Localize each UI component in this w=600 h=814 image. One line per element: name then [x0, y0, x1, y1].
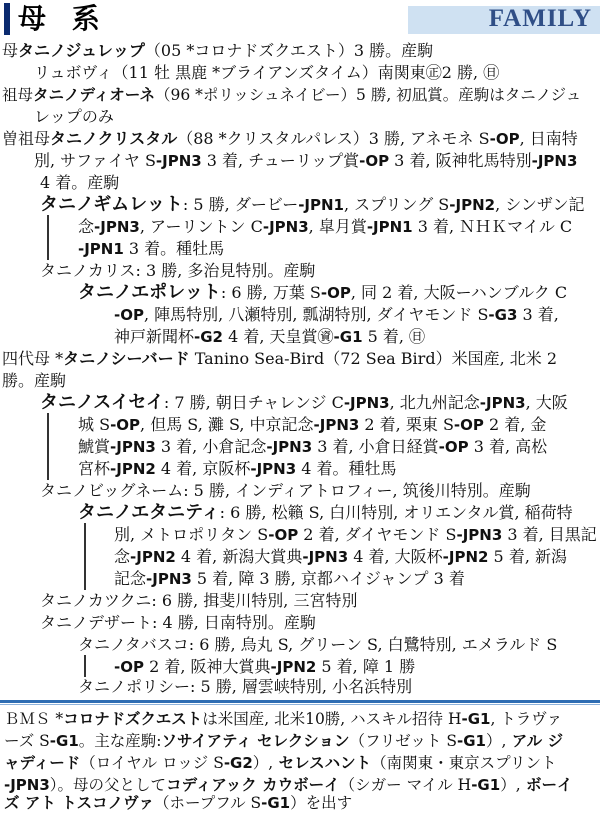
section-title: 母 系: [18, 2, 108, 35]
line-horse: [40, 480, 531, 502]
line-horse: [78, 634, 557, 656]
grade: -JPN3: [266, 438, 313, 456]
grade: -JPN2: [442, 548, 489, 566]
horse-name: タニノスイセイ: [40, 392, 164, 413]
text: , 北九州記念: [389, 393, 480, 412]
line-cont: [78, 458, 397, 480]
grade: -OP: [489, 130, 520, 148]
text: : 5 勝, ダービー: [182, 195, 299, 214]
text: 2 着, 栗東 S: [359, 415, 454, 434]
grade: -G1: [261, 794, 291, 812]
label-granddam: 祖母: [2, 86, 34, 104]
line-cont: [78, 216, 572, 238]
grade: -JPN3: [313, 416, 360, 434]
text: ）。母の父として: [49, 776, 167, 794]
horse-name: タニノシーバード: [63, 349, 190, 368]
line-horse: [40, 260, 315, 282]
text: , シンザン記: [495, 195, 585, 214]
family-label: FAMILY: [488, 5, 592, 32]
text: 3 着, 阪神牝馬特別: [389, 151, 532, 170]
line-cont: [40, 172, 119, 194]
line-fourth-dam: [2, 348, 557, 370]
text: 3 着, 小倉日経賞: [312, 437, 439, 456]
grade: -G3: [488, 306, 518, 324]
horse-name: アル ジ: [506, 732, 564, 750]
text: は米国産, 北米10勝, ハスキル招待 H: [202, 710, 462, 728]
grade: -JPN3: [250, 460, 297, 478]
text: 3 着, チューリップ賞: [201, 151, 360, 170]
label: 四代母 *: [2, 349, 64, 368]
tree-connector: [84, 523, 86, 590]
grade: -G2: [194, 328, 223, 346]
grade: -OP: [453, 416, 484, 434]
line-cont: [78, 414, 546, 436]
section-divider: [0, 700, 600, 703]
text: タニノデザート: 4 勝, 日南特別。産駒: [40, 613, 316, 632]
horse-name: タニノエポレット: [78, 282, 221, 303]
horse-name: タニノディオーネ: [33, 86, 156, 104]
text: （ホープフル S: [153, 794, 262, 812]
text: 3 着, 高松: [468, 437, 548, 456]
text: 5 着, 障 1 勝: [316, 657, 416, 676]
text: 2 着, 金: [483, 415, 547, 434]
bms-line: [4, 792, 352, 814]
text: リュボヴィ（11 牡 黒鹿 *ブライアンズタイム）南関東㊣2 勝, ㊐: [34, 63, 500, 82]
text: : 6 勝, 松籟 S, 白川特別, オリエンタル賞, 稲荷特: [219, 503, 573, 522]
grade: -OP: [268, 526, 299, 544]
text: （シガー マイル H: [339, 776, 472, 794]
line-dam: [2, 40, 433, 62]
horse-name: ボーイ: [520, 776, 573, 794]
line-horse: [78, 676, 412, 698]
text: 宮杯: [78, 459, 111, 478]
text: 3 着,: [517, 305, 559, 324]
tree-connector: [47, 215, 49, 260]
line-cont: [114, 546, 567, 568]
line-cont: [114, 326, 425, 348]
text: ）,: [485, 732, 507, 750]
text: 4 着。産駒: [40, 173, 120, 192]
text: 4 着, 京阪杯: [155, 459, 251, 478]
text: （88 *クリスタルパレス）3 勝, アネモネ S: [177, 129, 490, 148]
grade: -OP: [320, 284, 351, 302]
text: タニノカリス: 3 勝, 多治見特別。産駒: [40, 261, 316, 280]
label: 曽祖母: [2, 129, 51, 148]
grade: -G1: [461, 710, 491, 728]
grade: -JPN2: [449, 196, 496, 214]
text: ＢＭＳ *: [4, 710, 64, 728]
grade: -JPN3: [262, 218, 309, 236]
text: 2 着, 阪神大賞典: [143, 657, 271, 676]
tree-connector: [84, 655, 86, 677]
grade: -JPN2: [270, 658, 317, 676]
grade: -JPN3: [343, 394, 390, 412]
line-cont: [114, 524, 597, 546]
horse-name: タニノクリスタル: [50, 129, 178, 148]
horse-name: ャディード: [4, 754, 81, 772]
text: ）,: [500, 776, 521, 794]
horse-name: タニノギムレット: [40, 194, 183, 215]
text: タニノビッグネーム: 5 勝, インディアトロフィー, 筑後川特別。産駒: [40, 481, 531, 500]
grade: -JPN3: [479, 394, 526, 412]
text: : 7 勝, 朝日チャレンジ C: [163, 393, 344, 412]
line-horse: [40, 612, 316, 634]
line-cont: [78, 238, 224, 260]
grade: -JPN3: [456, 526, 503, 544]
line-cont: [34, 150, 577, 172]
line-horse: [40, 194, 585, 216]
line-cont: [114, 304, 559, 326]
text: Tanino Sea-Bird（72 Sea Bird）米国産, 北米 2: [189, 349, 558, 368]
grade: -JPN3: [531, 152, 578, 170]
label-dam: 母: [2, 41, 19, 60]
line-cont: [2, 370, 66, 392]
horse-name: ズ アト トスコノヴァ: [4, 794, 154, 812]
line-cont: [114, 656, 415, 678]
text: , アーリントン C: [139, 217, 263, 236]
grade: -OP: [114, 658, 144, 676]
text: 5 着, ㊐: [362, 327, 426, 346]
text: タニノポリシー: 5 勝, 層雲峡特別, 小名浜特別: [78, 677, 413, 696]
text: , 陣馬特別, 八瀬特別, 瓢湖特別, ダイヤモンド S: [143, 305, 489, 324]
line-horse: [40, 590, 357, 612]
grade: -JPN1: [298, 196, 344, 214]
line-cont: [34, 106, 114, 128]
bms-line: [4, 730, 563, 752]
horse-name: ソサイアティ セレクション: [161, 732, 350, 750]
grade: -JPN1: [78, 240, 124, 258]
text: 鯱賞: [78, 437, 111, 456]
grade: -G1: [333, 328, 363, 346]
text: ）,: [252, 754, 274, 772]
text: 2 着, ダイヤモンド S: [298, 525, 457, 544]
grade: -JPN1: [366, 218, 413, 236]
text: 別, サファイヤ S: [34, 151, 156, 170]
text: , 大阪: [525, 393, 568, 412]
line-horse: [78, 502, 573, 524]
grade: -G1: [456, 732, 486, 750]
text: 4 着, 大阪杯: [348, 547, 443, 566]
grade: -OP: [438, 438, 469, 456]
text: , 日南特: [519, 129, 578, 148]
text: タニノタバスコ: 6 勝, 烏丸 S, グリーン S, 白鷺特別, エメラルド S: [78, 635, 558, 654]
text: （96 *ポリッシュネイビー）5 勝, 初凪賞。産駒はタニノジュ: [155, 86, 582, 104]
text: 別, メトロポリタン S: [114, 525, 269, 544]
text: 3 着。種牡馬: [123, 239, 225, 258]
text: 4 着。種牡馬: [296, 459, 397, 478]
horse-name: コディアック カウボーイ: [166, 776, 340, 794]
text: タニノカツクニ: 6 勝, 揖斐川特別, 三宮特別: [40, 591, 358, 610]
tree-connector: [47, 413, 49, 480]
grade: -OP: [359, 152, 390, 170]
text: 4 着, 新潟大賞典: [175, 547, 303, 566]
grade: -JPN3: [146, 570, 192, 588]
header-accent-bar: [4, 3, 10, 35]
text: 4 着, 天皇賞㊮: [223, 327, 334, 346]
grade: -G1: [471, 776, 501, 794]
line-great-granddam: [2, 128, 578, 150]
text: 勝。産駒: [2, 371, 67, 390]
grade: -G2: [223, 754, 253, 772]
line-horse: [78, 282, 567, 304]
text: : 6 勝, 万葉 S: [220, 283, 321, 302]
text: レップのみ: [34, 107, 114, 126]
text: 城 S: [78, 415, 111, 434]
text: 3 着, ＮＨＫマイル C: [412, 217, 573, 236]
text: （ロイヤル ロッジ S: [80, 754, 224, 772]
text: 3 着, 目黒記: [502, 525, 597, 544]
section-divider-thin: [0, 704, 600, 705]
grade: -JPN3: [302, 548, 349, 566]
text: 念: [78, 217, 95, 236]
line-horse: [40, 392, 568, 414]
line-cont: [78, 436, 547, 458]
grade: -JPN3: [110, 438, 156, 456]
text: 3 着, 小倉記念: [155, 437, 267, 456]
horse-name: コロナドズクエスト: [63, 710, 203, 728]
bms-line: [4, 752, 557, 774]
text: ーズ S: [4, 732, 50, 750]
text: , スプリング S: [344, 195, 450, 214]
text: （フリゼット S: [349, 732, 457, 750]
text: （05 *コロナドズクエスト）3 勝。産駒: [144, 41, 434, 60]
horse-name: セレスハント: [273, 754, 372, 772]
horse-name: タニノエタニティ: [78, 502, 220, 523]
text: 念: [114, 547, 131, 566]
grade: -JPN3: [155, 152, 202, 170]
grade: -JPN2: [130, 548, 176, 566]
text: 5 着, 障 3 勝, 京都ハイジャンプ 3 着: [191, 569, 465, 588]
text: ）を出す: [290, 794, 353, 812]
text: , 同 2 着, 大阪ーハンブルク C: [350, 283, 568, 302]
grade: -OP: [114, 306, 144, 324]
text: , 但馬 S, 灘 S, 中京記念: [140, 415, 314, 434]
grade: -OP: [110, 416, 141, 434]
grade: -JPN2: [110, 460, 156, 478]
text: 5 着, 新潟: [488, 547, 567, 566]
text: 。主な産駒:: [78, 732, 162, 750]
text: 神戸新聞杯: [114, 327, 195, 346]
grade: -G1: [49, 732, 79, 750]
grade: -JPN3: [94, 218, 140, 236]
section-header: [0, 0, 600, 38]
grade: -JPN3: [4, 776, 50, 794]
text: 記念: [114, 569, 147, 588]
line-granddam: [2, 84, 581, 106]
horse-name: タニノジュレップ: [18, 41, 145, 60]
text: （南関東・東京スプリント: [371, 754, 557, 772]
line-cont: [114, 568, 465, 590]
text: , 皐月賞: [308, 217, 367, 236]
text: , トラヴァ: [490, 710, 563, 728]
line-offspring: [34, 62, 499, 84]
bms-line: [4, 708, 562, 730]
